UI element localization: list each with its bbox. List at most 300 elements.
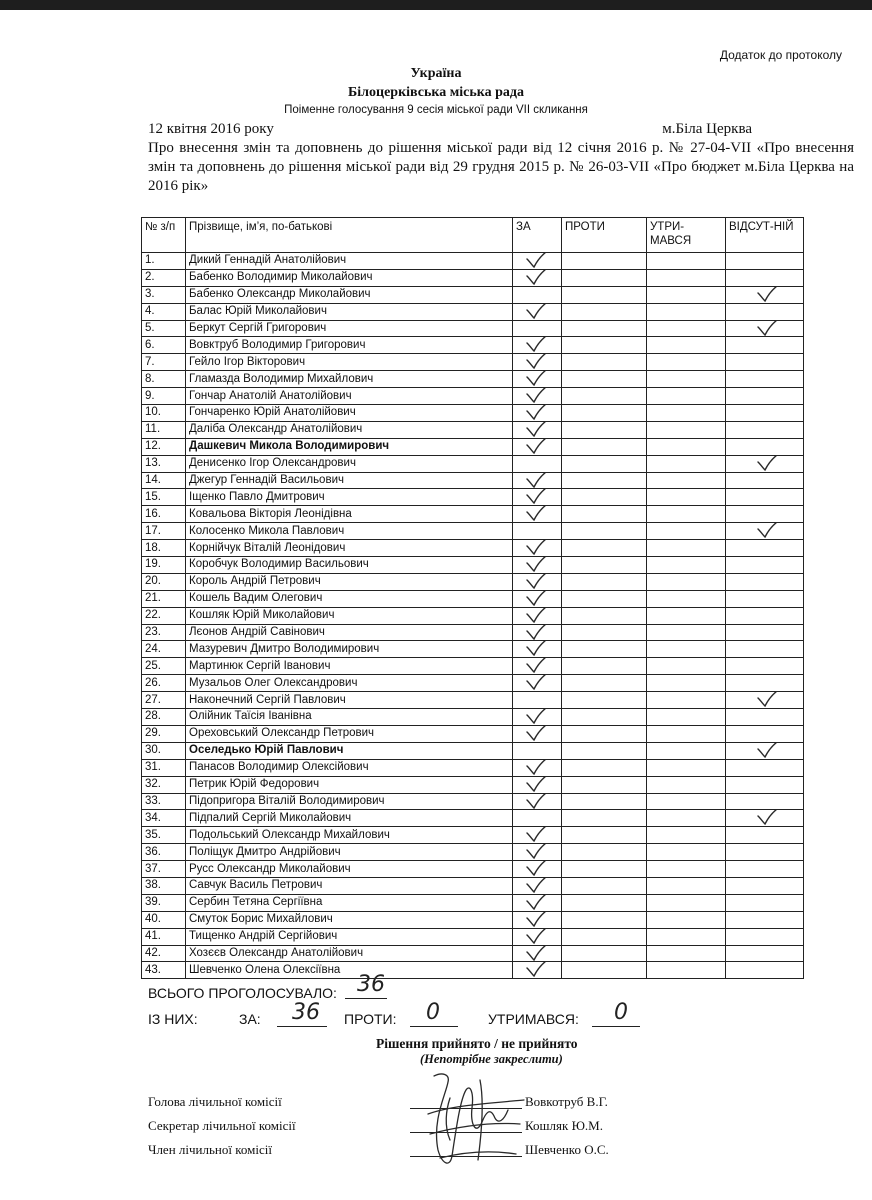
deputy-name: Тищенко Андрій Сергійович [186, 928, 513, 945]
row-number: 39. [142, 894, 186, 911]
vote-cell-proty [562, 827, 647, 844]
row-number: 21. [142, 590, 186, 607]
vote-cell-proty [562, 894, 647, 911]
vote-cell-vidsutniy [726, 607, 804, 624]
header-vidsutniy: ВІДСУТ-НІЙ [726, 218, 804, 253]
date-place-line [148, 121, 752, 138]
vote-cell-utrymavsia [647, 286, 726, 303]
row-number: 35. [142, 827, 186, 844]
header-proty: ПРОТИ [562, 218, 647, 253]
vote-cell-vidsutniy [726, 810, 804, 827]
vote-cell-vidsutniy [726, 742, 804, 759]
vote-cell-vidsutniy [726, 877, 804, 894]
vote-cell-utrymavsia [647, 472, 726, 489]
session-heading: Поіменне голосування 9 сесія міської ради VII скликання [284, 104, 588, 116]
vote-cell-proty [562, 742, 647, 759]
signature-name-3: Шевченко О.С. [525, 1142, 609, 1157]
deputy-name: Король Андрій Петрович [186, 573, 513, 590]
vote-cell-utrymavsia [647, 894, 726, 911]
vote-cell-utrymavsia [647, 540, 726, 557]
deputy-name: Хозєєв Олександр Анатолійович [186, 945, 513, 962]
table-row [142, 303, 804, 320]
deputy-name: Поліщук Дмитро Андрійович [186, 844, 513, 861]
table-row [142, 320, 804, 337]
table-row [142, 810, 804, 827]
vote-table-body [142, 253, 804, 979]
vote-cell-proty [562, 253, 647, 270]
vote-cell-vidsutniy [726, 624, 804, 641]
vote-cell-utrymavsia [647, 573, 726, 590]
vote-cell-utrymavsia [647, 320, 726, 337]
table-row [142, 658, 804, 675]
row-number: 7. [142, 354, 186, 371]
vote-cell-za [513, 709, 562, 726]
za-total-value: 36 [292, 1000, 320, 1025]
country-heading: Україна [410, 66, 462, 81]
vote-cell-proty [562, 776, 647, 793]
vote-cell-utrymavsia [647, 759, 726, 776]
row-number: 11. [142, 421, 186, 438]
row-number: 33. [142, 793, 186, 810]
header-no: № з/п [142, 218, 186, 253]
vote-cell-vidsutniy [726, 286, 804, 303]
row-number: 22. [142, 607, 186, 624]
vote-cell-utrymavsia [647, 945, 726, 962]
deputy-name: Русс Олександр Миколайович [186, 861, 513, 878]
signature-name-1: Вовкотруб В.Г. [525, 1094, 608, 1109]
table-row [142, 472, 804, 489]
deputy-name: Панасов Володимир Олексійович [186, 759, 513, 776]
vote-cell-utrymavsia [647, 388, 726, 405]
vote-cell-proty [562, 607, 647, 624]
row-number: 20. [142, 573, 186, 590]
vote-cell-proty [562, 641, 647, 658]
vote-cell-proty [562, 354, 647, 371]
table-row [142, 793, 804, 810]
document-subject: Про внесення змін та доповнень до рішення міської ради від 12 січня 2016 р. № 27-04-VII «Про внесення змін та доповнень до рішення міської ради від 29 грудня 2015 р. № 26-03-VII «Про бюджет м.Біла Церква на 2016 рік» [148, 140, 854, 194]
deputy-name: Бабенко Олександр Миколайович [186, 286, 513, 303]
vote-cell-za [513, 421, 562, 438]
vote-cell-vidsutniy [726, 405, 804, 422]
deputy-name: Коробчук Володимир Васильович [186, 557, 513, 574]
row-number: 36. [142, 844, 186, 861]
vote-cell-proty [562, 455, 647, 472]
vote-cell-utrymavsia [647, 742, 726, 759]
vote-cell-utrymavsia [647, 692, 726, 709]
vote-cell-utrymavsia [647, 810, 726, 827]
deputy-name: Колосенко Микола Павлович [186, 523, 513, 540]
table-row [142, 269, 804, 286]
vote-cell-proty [562, 573, 647, 590]
total-voted-value: 36 [357, 972, 385, 997]
deputy-name: Кошель Вадим Олегович [186, 590, 513, 607]
table-row [142, 709, 804, 726]
vote-cell-utrymavsia [647, 438, 726, 455]
table-row [142, 692, 804, 709]
vote-cell-proty [562, 709, 647, 726]
vote-cell-vidsutniy [726, 438, 804, 455]
total-voted-label: ВСЬОГО ПРОГОЛОСУВАЛО: [148, 985, 337, 1001]
vote-cell-za [513, 776, 562, 793]
deputy-name: Петрик Юрій Федорович [186, 776, 513, 793]
total-voted-line [148, 985, 337, 1001]
deputy-name: Сербин Тетяна Сергіївна [186, 894, 513, 911]
vote-cell-utrymavsia [647, 557, 726, 574]
vote-cell-za [513, 945, 562, 962]
table-row [142, 421, 804, 438]
vote-cell-utrymavsia [647, 269, 726, 286]
deputy-name: Савчук Василь Петрович [186, 877, 513, 894]
vote-cell-za [513, 337, 562, 354]
deputy-name: Олійник Таїсія Іванівна [186, 709, 513, 726]
table-row [142, 844, 804, 861]
deputy-name: Ореховський Олександр Петрович [186, 725, 513, 742]
deputy-name: Беркут Сергій Григорович [186, 320, 513, 337]
deputy-name: Кошляк Юрій Миколайович [186, 607, 513, 624]
vote-cell-utrymavsia [647, 303, 726, 320]
deputy-name: Лєонов Андрій Савінович [186, 624, 513, 641]
vote-cell-vidsutniy [726, 421, 804, 438]
vote-cell-proty [562, 388, 647, 405]
vote-cell-proty [562, 269, 647, 286]
deputy-name: Гламазда Володимир Михайлович [186, 371, 513, 388]
row-number: 16. [142, 506, 186, 523]
vote-cell-za [513, 725, 562, 742]
table-row [142, 877, 804, 894]
vote-cell-za [513, 962, 562, 979]
row-number: 27. [142, 692, 186, 709]
document-date: 12 квітня 2016 року [148, 121, 274, 137]
vote-cell-za [513, 894, 562, 911]
vote-cell-proty [562, 810, 647, 827]
row-number: 43. [142, 962, 186, 979]
vote-cell-utrymavsia [647, 962, 726, 979]
vote-cell-proty [562, 540, 647, 557]
vote-cell-utrymavsia [647, 405, 726, 422]
vote-cell-za [513, 877, 562, 894]
row-number: 28. [142, 709, 186, 726]
table-row [142, 894, 804, 911]
vote-cell-za [513, 506, 562, 523]
table-row [142, 861, 804, 878]
vote-cell-utrymavsia [647, 607, 726, 624]
table-row [142, 962, 804, 979]
vote-cell-za [513, 810, 562, 827]
row-number: 9. [142, 388, 186, 405]
vote-cell-za [513, 607, 562, 624]
vote-cell-proty [562, 523, 647, 540]
vote-cell-proty [562, 844, 647, 861]
vote-cell-proty [562, 557, 647, 574]
deputy-name: Ковальова Вікторія Леонідівна [186, 506, 513, 523]
row-number: 8. [142, 371, 186, 388]
deputy-name: Підопригора Віталій Володимирович [186, 793, 513, 810]
table-row [142, 573, 804, 590]
vote-cell-za [513, 861, 562, 878]
deputy-name: Оселедько Юрій Павлович [186, 742, 513, 759]
council-heading: Білоцерківська міська рада [348, 85, 524, 100]
vote-cell-proty [562, 928, 647, 945]
vote-cell-utrymavsia [647, 861, 726, 878]
vote-cell-za [513, 624, 562, 641]
row-number: 10. [142, 405, 186, 422]
deputy-name: Мазуревич Дмитро Володимирович [186, 641, 513, 658]
vote-cell-za [513, 269, 562, 286]
vote-cell-vidsutniy [726, 641, 804, 658]
vote-cell-vidsutniy [726, 523, 804, 540]
table-row [142, 641, 804, 658]
vote-cell-proty [562, 590, 647, 607]
za-total-label: ЗА: [239, 1011, 261, 1027]
vote-table [141, 217, 804, 979]
vote-cell-za [513, 641, 562, 658]
deputy-name: Гончаренко Юрій Анатолійович [186, 405, 513, 422]
table-row [142, 455, 804, 472]
proty-total-underline [410, 1026, 458, 1027]
vote-cell-za [513, 438, 562, 455]
table-row [142, 523, 804, 540]
vote-cell-proty [562, 877, 647, 894]
table-row [142, 489, 804, 506]
row-number: 31. [142, 759, 186, 776]
utrymavsia-total-underline [592, 1026, 640, 1027]
header-name: Прізвище, ім’я, по-батькові [186, 218, 513, 253]
deputy-name: Джегур Геннадій Васильович [186, 472, 513, 489]
vote-cell-vidsutniy [726, 962, 804, 979]
row-number: 18. [142, 540, 186, 557]
table-row [142, 438, 804, 455]
vote-cell-proty [562, 945, 647, 962]
vote-cell-utrymavsia [647, 793, 726, 810]
vote-cell-za [513, 793, 562, 810]
table-row [142, 827, 804, 844]
vote-cell-proty [562, 658, 647, 675]
vote-cell-za [513, 354, 562, 371]
signature-name-2: Кошляк Ю.М. [525, 1118, 603, 1133]
vote-table-header [142, 218, 804, 253]
vote-cell-utrymavsia [647, 844, 726, 861]
deputy-name: Подольський Олександр Михайлович [186, 827, 513, 844]
vote-cell-utrymavsia [647, 506, 726, 523]
table-row [142, 759, 804, 776]
vote-cell-proty [562, 489, 647, 506]
vote-cell-za [513, 844, 562, 861]
vote-cell-vidsutniy [726, 725, 804, 742]
table-row [142, 540, 804, 557]
vote-cell-utrymavsia [647, 253, 726, 270]
table-row [142, 253, 804, 270]
vote-cell-proty [562, 624, 647, 641]
vote-cell-proty [562, 506, 647, 523]
row-number: 15. [142, 489, 186, 506]
handwritten-signature [420, 1060, 530, 1175]
vote-cell-za [513, 405, 562, 422]
vote-cell-utrymavsia [647, 928, 726, 945]
row-number: 30. [142, 742, 186, 759]
deputy-name: Дикий Геннадій Анатолійович [186, 253, 513, 270]
row-number: 5. [142, 320, 186, 337]
deputy-name: Наконечний Сергій Павлович [186, 692, 513, 709]
vote-cell-za [513, 286, 562, 303]
vote-cell-vidsutniy [726, 759, 804, 776]
addendum-label: Додаток до протоколу [719, 48, 842, 62]
row-number: 37. [142, 861, 186, 878]
vote-cell-proty [562, 725, 647, 742]
vote-cell-vidsutniy [726, 776, 804, 793]
row-number: 4. [142, 303, 186, 320]
row-number: 12. [142, 438, 186, 455]
table-row [142, 337, 804, 354]
vote-cell-vidsutniy [726, 894, 804, 911]
vote-cell-za [513, 489, 562, 506]
row-number: 1. [142, 253, 186, 270]
vote-cell-za [513, 742, 562, 759]
vote-cell-utrymavsia [647, 675, 726, 692]
vote-cell-za [513, 371, 562, 388]
vote-cell-za [513, 675, 562, 692]
vote-cell-utrymavsia [647, 489, 726, 506]
header-utrymavsia: УТРИ-МАВСЯ [647, 218, 726, 253]
vote-cell-utrymavsia [647, 725, 726, 742]
utrymavsia-total-value: 0 [614, 1000, 628, 1025]
deputy-name: Підпалий Сергій Миколайович [186, 810, 513, 827]
vote-cell-vidsutniy [726, 658, 804, 675]
deputy-name: Мартинюк Сергій Іванович [186, 658, 513, 675]
deputy-name: Музальов Олег Олександрович [186, 675, 513, 692]
vote-cell-proty [562, 472, 647, 489]
row-number: 2. [142, 269, 186, 286]
vote-cell-vidsutniy [726, 269, 804, 286]
vote-cell-za [513, 455, 562, 472]
vote-cell-utrymavsia [647, 911, 726, 928]
header-za: ЗА [513, 218, 562, 253]
row-number: 40. [142, 911, 186, 928]
vote-cell-za [513, 320, 562, 337]
deputy-name: Бабенко Володимир Миколайович [186, 269, 513, 286]
vote-cell-proty [562, 320, 647, 337]
vote-cell-vidsutniy [726, 557, 804, 574]
scan-top-edge [0, 0, 872, 10]
deputy-name: Денисенко Ігор Олександрович [186, 455, 513, 472]
vote-cell-utrymavsia [647, 421, 726, 438]
deputy-name: Даліба Олександр Анатолійович [186, 421, 513, 438]
row-number: 17. [142, 523, 186, 540]
table-row [142, 776, 804, 793]
vote-cell-proty [562, 911, 647, 928]
vote-cell-vidsutniy [726, 590, 804, 607]
vote-cell-vidsutniy [726, 675, 804, 692]
row-number: 34. [142, 810, 186, 827]
vote-cell-utrymavsia [647, 523, 726, 540]
table-row [142, 506, 804, 523]
table-row [142, 928, 804, 945]
vote-cell-proty [562, 675, 647, 692]
vote-cell-vidsutniy [726, 928, 804, 945]
vote-cell-za [513, 692, 562, 709]
vote-cell-proty [562, 861, 647, 878]
table-row [142, 405, 804, 422]
decision-note: (Непотрібне закреслити) [420, 1052, 563, 1066]
vote-cell-za [513, 303, 562, 320]
deputy-name: Балас Юрій Миколайович [186, 303, 513, 320]
table-row [142, 624, 804, 641]
of-them-label: ІЗ НИХ: [148, 1011, 198, 1027]
vote-cell-proty [562, 962, 647, 979]
vote-cell-za [513, 472, 562, 489]
vote-cell-proty [562, 438, 647, 455]
table-row [142, 742, 804, 759]
table-row [142, 286, 804, 303]
vote-cell-vidsutniy [726, 371, 804, 388]
za-total-underline [277, 1026, 327, 1027]
vote-cell-vidsutniy [726, 506, 804, 523]
vote-cell-za [513, 557, 562, 574]
vote-cell-vidsutniy [726, 911, 804, 928]
deputy-name: Шевченко Олена Олексіївна [186, 962, 513, 979]
vote-cell-proty [562, 692, 647, 709]
vote-cell-za [513, 523, 562, 540]
table-row [142, 354, 804, 371]
vote-cell-vidsutniy [726, 472, 804, 489]
vote-cell-proty [562, 759, 647, 776]
vote-cell-proty [562, 793, 647, 810]
vote-cell-utrymavsia [647, 709, 726, 726]
signature-role-2: Секретар лічильної комісії [148, 1118, 296, 1133]
total-voted-underline [345, 998, 387, 999]
vote-cell-vidsutniy [726, 827, 804, 844]
vote-cell-proty [562, 371, 647, 388]
document-place: м.Біла Церква [662, 121, 752, 137]
vote-cell-za [513, 928, 562, 945]
table-row [142, 557, 804, 574]
row-number: 24. [142, 641, 186, 658]
vote-cell-za [513, 590, 562, 607]
vote-cell-za [513, 911, 562, 928]
row-number: 26. [142, 675, 186, 692]
vote-cell-vidsutniy [726, 320, 804, 337]
table-row [142, 911, 804, 928]
vote-cell-utrymavsia [647, 354, 726, 371]
vote-cell-utrymavsia [647, 776, 726, 793]
signature-role-3: Член лічильної комісії [148, 1142, 272, 1157]
vote-cell-za [513, 388, 562, 405]
utrymavsia-total-label: УТРИМАВСЯ: [488, 1011, 579, 1027]
table-row [142, 607, 804, 624]
vote-cell-vidsutniy [726, 692, 804, 709]
row-number: 6. [142, 337, 186, 354]
vote-cell-utrymavsia [647, 590, 726, 607]
table-row [142, 945, 804, 962]
vote-cell-vidsutniy [726, 540, 804, 557]
vote-cell-proty [562, 405, 647, 422]
row-number: 14. [142, 472, 186, 489]
row-number: 19. [142, 557, 186, 574]
vote-cell-za [513, 573, 562, 590]
vote-cell-proty [562, 286, 647, 303]
row-number: 13. [142, 455, 186, 472]
row-number: 29. [142, 725, 186, 742]
vote-cell-utrymavsia [647, 371, 726, 388]
proty-total-label: ПРОТИ: [344, 1011, 397, 1027]
vote-cell-vidsutniy [726, 844, 804, 861]
deputy-name: Гейло Ігор Вікторович [186, 354, 513, 371]
deputy-name: Іщенко Павло Дмитрович [186, 489, 513, 506]
vote-cell-vidsutniy [726, 573, 804, 590]
vote-cell-vidsutniy [726, 455, 804, 472]
table-row [142, 675, 804, 692]
vote-cell-vidsutniy [726, 337, 804, 354]
table-row [142, 590, 804, 607]
